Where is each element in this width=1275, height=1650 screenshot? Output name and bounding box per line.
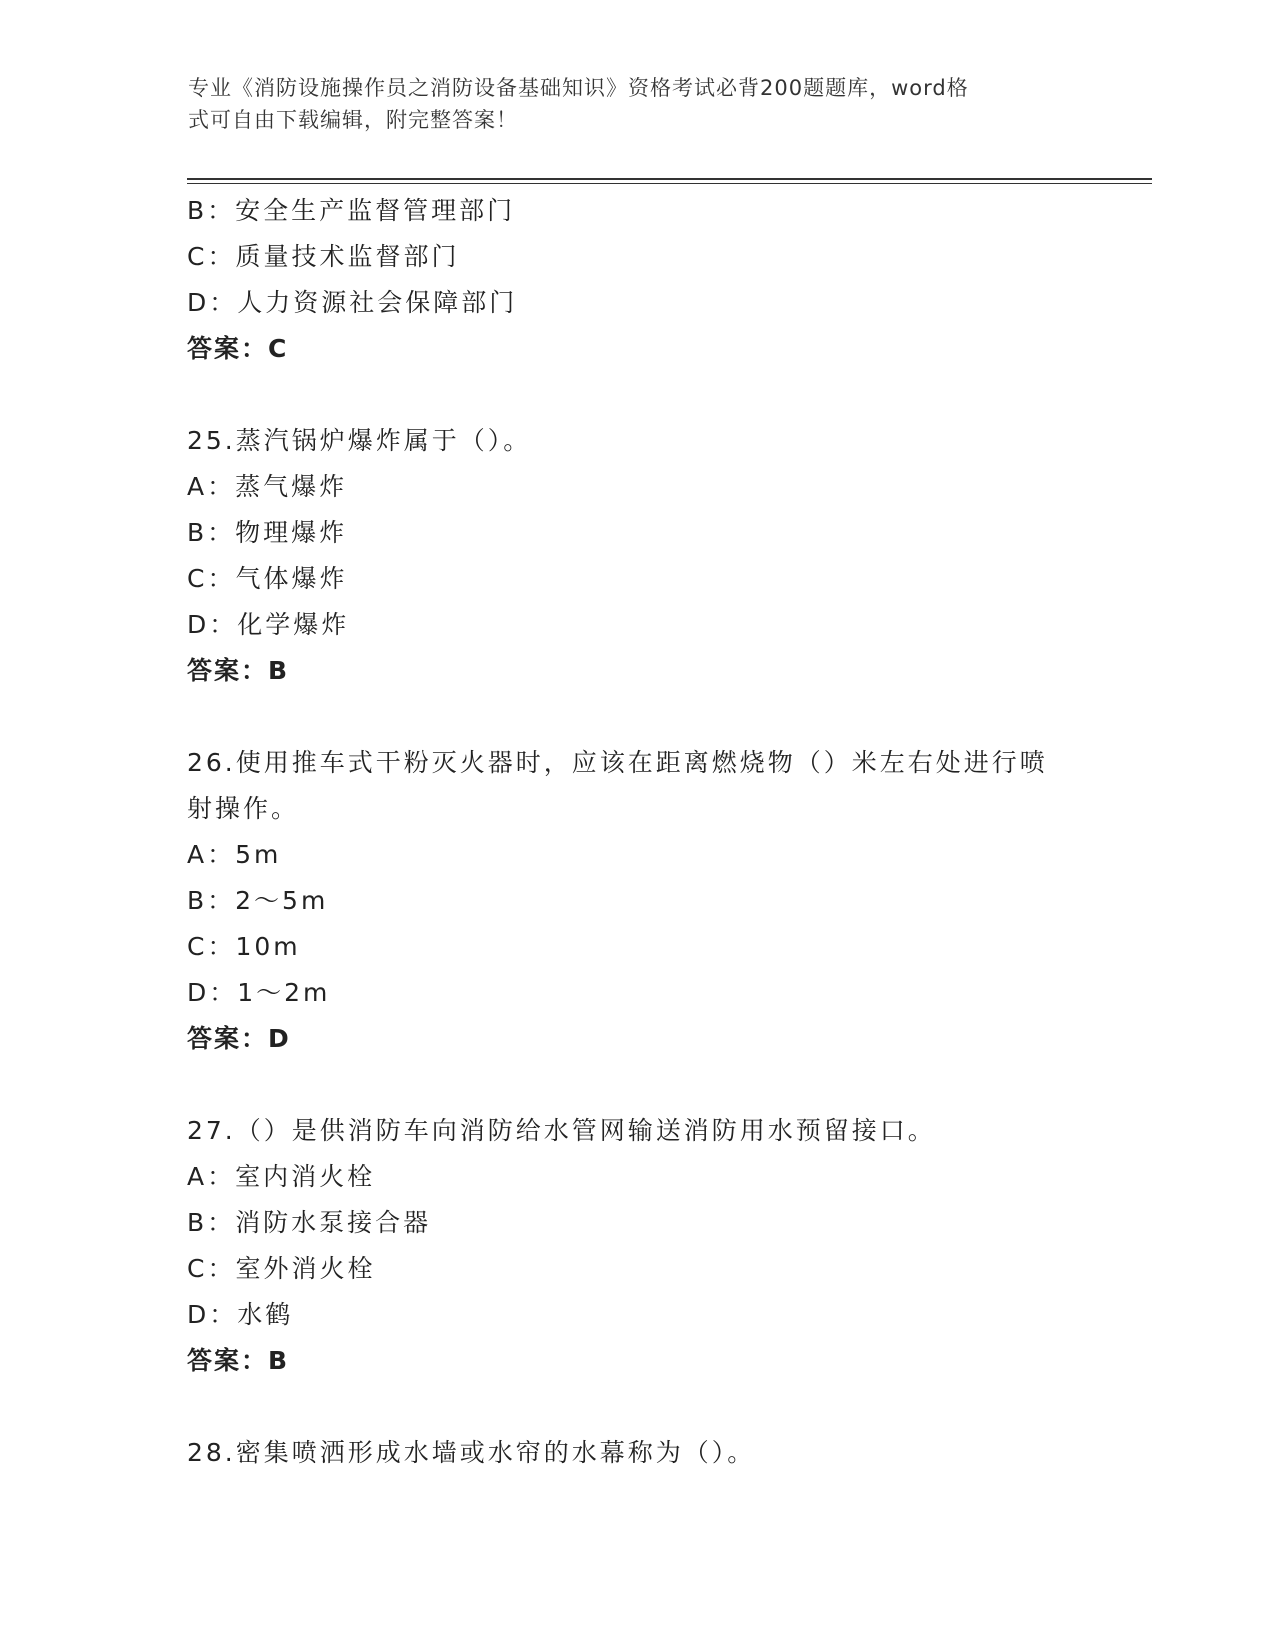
option-b: B：消防水泵接合器 bbox=[187, 1208, 432, 1237]
option-b: B：安全生产监督管理部门 bbox=[187, 196, 516, 225]
question-stem: 25.蒸汽锅炉爆炸属于（）。 bbox=[187, 426, 532, 455]
option-c: C：质量技术监督部门 bbox=[187, 242, 460, 271]
option-d: D：水鹤 bbox=[187, 1300, 294, 1329]
page-header bbox=[188, 72, 1068, 136]
question-24-continued bbox=[187, 188, 1087, 372]
question-stem-line-2: 射操作。 bbox=[187, 794, 300, 823]
header-line-2: 式可自由下载编辑，附完整答案！ bbox=[188, 108, 518, 132]
answer: 答案：B bbox=[187, 656, 290, 685]
option-a: A：蒸气爆炸 bbox=[187, 472, 348, 501]
answer: 答案：C bbox=[187, 334, 289, 363]
answer: 答案：D bbox=[187, 1024, 291, 1053]
question-28 bbox=[187, 1430, 1087, 1476]
header-divider-thin bbox=[187, 183, 1152, 184]
option-b: B：物理爆炸 bbox=[187, 518, 348, 547]
option-d: D：化学爆炸 bbox=[187, 610, 350, 639]
question-stem-line-1: 26.使用推车式干粉灭火器时，应该在距离燃烧物（）米左右处进行喷 bbox=[187, 748, 1048, 777]
question-stem: 28.密集喷洒形成水墙或水帘的水幕称为（）。 bbox=[187, 1438, 756, 1467]
option-a: A：室内消火栓 bbox=[187, 1162, 376, 1191]
question-stem: 27.（）是供消防车向消防给水管网输送消防用水预留接口。 bbox=[187, 1116, 936, 1145]
option-d: D：人力资源社会保障部门 bbox=[187, 288, 518, 317]
question-list bbox=[187, 188, 1087, 1476]
question-27 bbox=[187, 1108, 1087, 1384]
question-25 bbox=[187, 418, 1087, 694]
header-line-1: 专业《消防设施操作员之消防设备基础知识》资格考试必背200题题库，word格 bbox=[188, 76, 969, 100]
option-a: A：5m bbox=[187, 840, 282, 869]
option-d: D：1～2m bbox=[187, 978, 331, 1007]
answer: 答案：B bbox=[187, 1346, 290, 1375]
option-c: C：室外消火栓 bbox=[187, 1254, 376, 1283]
header-divider-thick bbox=[187, 178, 1152, 180]
option-b: B：2～5m bbox=[187, 886, 329, 915]
option-c: C：10m bbox=[187, 932, 301, 961]
option-c: C：气体爆炸 bbox=[187, 564, 348, 593]
question-26 bbox=[187, 740, 1087, 1062]
